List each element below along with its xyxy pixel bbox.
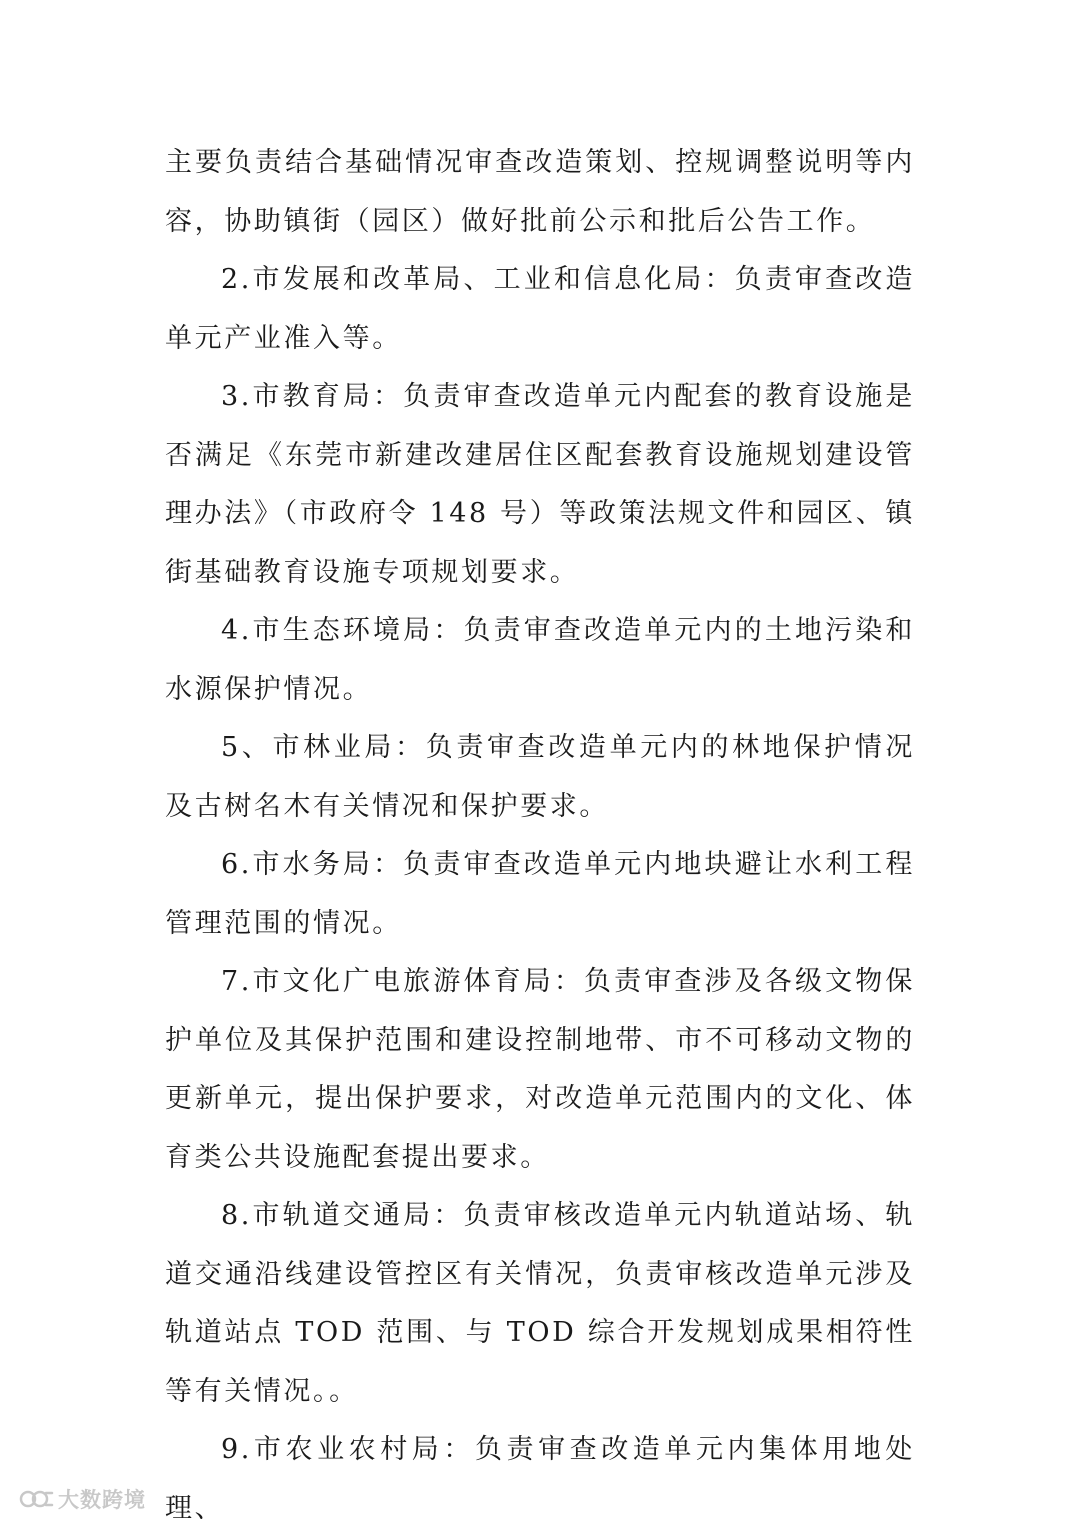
- paragraph-6: 6.市水务局：负责审查改造单元内地块避让水利工程管理范围的情况。: [165, 849, 915, 939]
- paragraph-3: 3.市教育局：负责审查改造单元内配套的教育设施是否满足《东莞市新建改建居住区配套教育设施规划建设管理办法》（市政府令 148 号）等政策法规文件和园区、镇街基础教育设施专项规划要求。: [165, 381, 915, 588]
- document-body: [165, 134, 915, 1538]
- paragraph-4: 4.市生态环境局：负责审查改造单元内的土地污染和水源保护情况。: [165, 615, 915, 705]
- paragraph-5: 5、市林业局：负责审查改造单元内的林地保护情况及古树名木有关情况和保护要求。: [165, 732, 915, 822]
- paragraph-1: 主要负责结合基础情况审查改造策划、控规调整说明等内容，协助镇街（园区）做好批前公示和批后公告工作。: [165, 147, 915, 237]
- paragraph-8: 8.市轨道交通局：负责审核改造单元内轨道站场、轨道交通沿线建设管控区有关情况，负责审核改造单元涉及轨道站点 TOD 范围、与 TOD 综合开发规划成果相符性等有关情况。。: [165, 1200, 915, 1407]
- brand-logo-icon: [18, 1487, 54, 1511]
- paragraph-9: 9.市农业农村局：负责审查改造单元内集体用地处理、: [165, 1434, 915, 1524]
- paragraph-7: 7.市文化广电旅游体育局：负责审查涉及各级文物保护单位及其保护范围和建设控制地带、市不可移动文物的更新单元，提出保护要求，对改造单元范围内的文化、体育类公共设施配套提出要求。: [165, 966, 915, 1173]
- watermark-text: 大数跨境: [58, 1488, 146, 1512]
- watermark: [18, 1484, 146, 1514]
- paragraph-2: 2.市发展和改革局、工业和信息化局：负责审查改造单元产业准入等。: [165, 264, 915, 354]
